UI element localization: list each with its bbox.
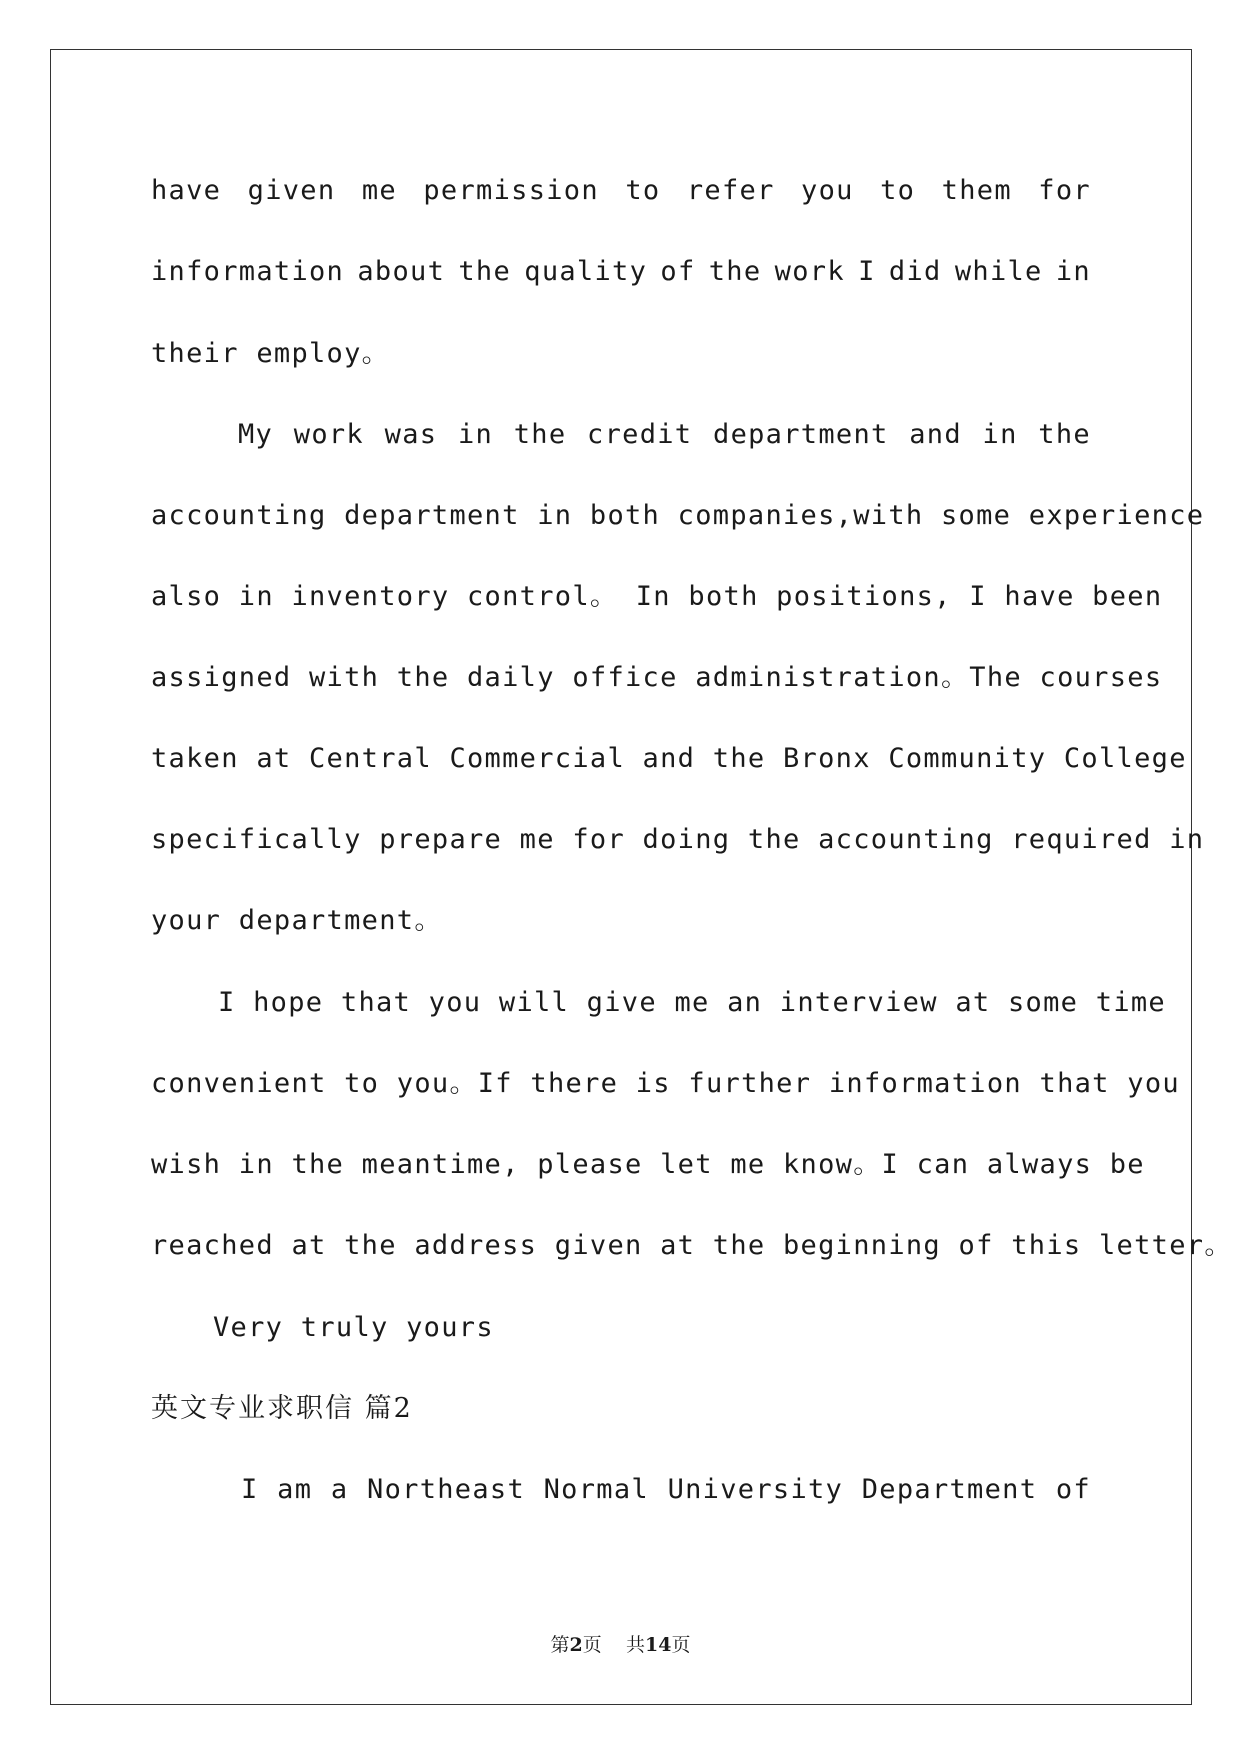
page-suffix: 页 xyxy=(582,1634,602,1656)
word: given xyxy=(247,175,336,206)
body-line-1 xyxy=(151,173,1091,209)
word: credit xyxy=(587,419,693,450)
total-prefix: 共 xyxy=(625,1634,645,1656)
word: work xyxy=(774,256,845,287)
word: permission xyxy=(423,175,599,206)
body-line-3: their employ。 xyxy=(151,338,390,369)
page-border xyxy=(50,49,1233,1705)
page-prefix: 第 xyxy=(550,1634,570,1656)
body-line-10: your department。 xyxy=(151,905,443,936)
word: in xyxy=(457,419,494,450)
word: the xyxy=(1038,419,1091,450)
word: work xyxy=(293,419,364,450)
word: in xyxy=(982,419,1018,450)
page-footer xyxy=(0,1630,1241,1657)
body-line-8: taken at Central Commercial and the Bronx Community College xyxy=(151,743,1187,774)
word: Department xyxy=(861,1474,1038,1505)
word: quality xyxy=(524,256,648,287)
total-suffix: 页 xyxy=(671,1634,691,1656)
body-line-12: convenient to you。If there is further information that you xyxy=(151,1068,1180,1099)
word: them xyxy=(941,175,1012,206)
body-line-7: assigned with the daily office administration。The courses xyxy=(151,662,1163,693)
word: while xyxy=(954,256,1043,287)
word: My xyxy=(238,419,274,450)
word: to xyxy=(880,175,916,206)
word: Normal xyxy=(543,1474,649,1505)
word: information xyxy=(151,256,345,287)
word: for xyxy=(1038,175,1091,206)
word: the xyxy=(708,256,762,287)
word: Northeast xyxy=(367,1474,526,1505)
body-line-9: specifically prepare me for doing the accounting required in xyxy=(151,824,1205,855)
paragraph-2-first-line xyxy=(238,417,1091,453)
body-line-2 xyxy=(151,254,1091,290)
body-line-14: reached at the address given at the beginning of this letter。 xyxy=(151,1230,1233,1261)
word: was xyxy=(384,419,438,450)
word: and xyxy=(909,419,962,450)
section-first-line xyxy=(241,1472,1091,1508)
word: University xyxy=(667,1474,844,1505)
total-pages: 14 xyxy=(644,1634,672,1656)
word: the xyxy=(513,419,567,450)
word: refer xyxy=(686,175,775,206)
word: of xyxy=(1055,1474,1091,1505)
section-heading: 英文专业求职信 篇2 xyxy=(151,1393,413,1424)
word: a xyxy=(330,1474,349,1505)
closing-salutation: Very truly yours xyxy=(213,1312,494,1343)
page-number: 2 xyxy=(569,1634,583,1656)
word: me xyxy=(361,175,397,206)
body-line-6: also in inventory control。 In both positions, I have been xyxy=(151,581,1163,612)
word: you xyxy=(801,175,854,206)
word: department xyxy=(713,419,889,450)
word: in xyxy=(1055,256,1091,287)
word: have xyxy=(151,175,222,206)
word: to xyxy=(625,175,661,206)
word: am xyxy=(277,1474,313,1505)
body-line-13: wish in the meantime, please let me know。I can always be xyxy=(151,1149,1145,1180)
word: about xyxy=(357,256,446,287)
word: I xyxy=(241,1474,259,1505)
body-line-5: accounting department in both companies,with some experience xyxy=(151,500,1205,531)
word: I xyxy=(858,256,876,287)
word: did xyxy=(888,256,942,287)
word: the xyxy=(458,256,512,287)
paragraph-3-first-line: I hope that you will give me an interview at some time xyxy=(218,987,1166,1018)
word: of xyxy=(660,256,696,287)
